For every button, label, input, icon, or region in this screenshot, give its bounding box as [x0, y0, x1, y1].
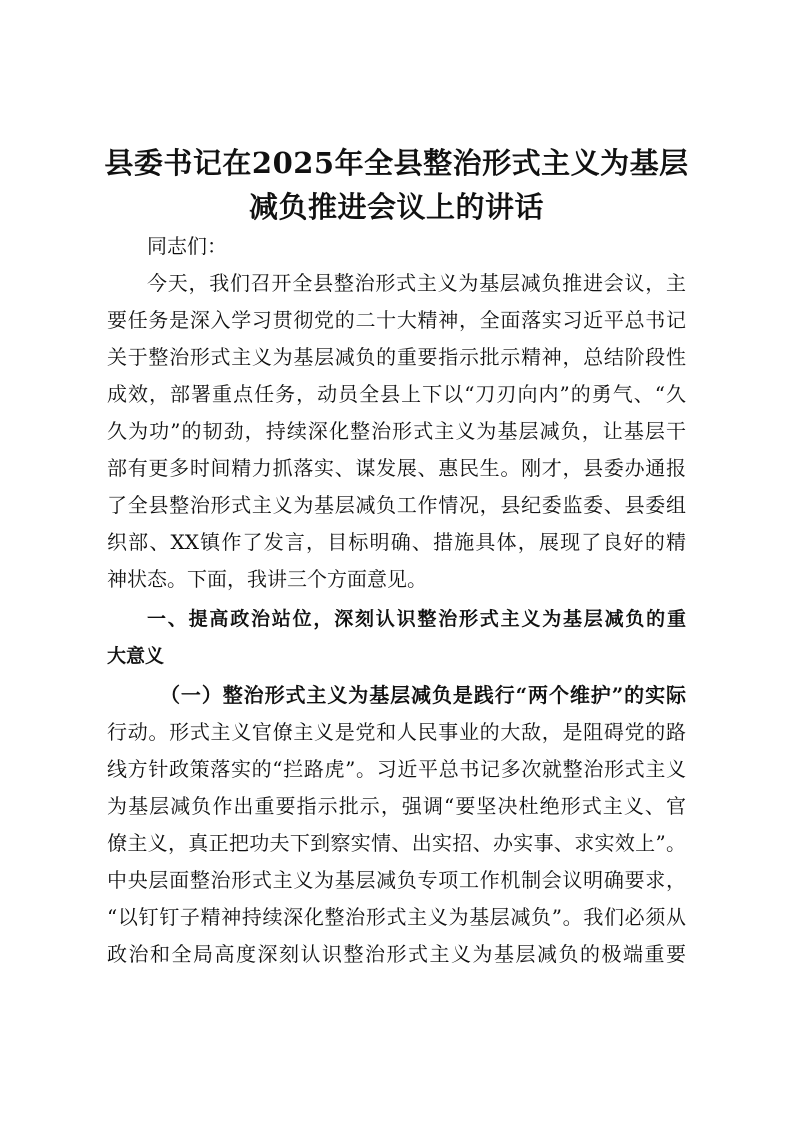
document-title-line-2: 减负推进会议上的讲话: [248, 190, 544, 224]
paragraph-1-line: 关于整治形式主义为基层减负的重要指示批示精神，总结阶段性: [107, 345, 686, 369]
subsection-1-line: 政治和全局高度深刻认识整治形式主义为基层减负的极端重要: [107, 942, 686, 966]
section-1-heading-line: 大意义: [107, 645, 165, 667]
document-title-line-1: 县委书记在2025年全县整治形式主义为基层: [104, 146, 689, 180]
paragraph-1-line: 成效，部署重点任务，动员全县上下以“刀刃向内”的勇气、“久: [107, 382, 686, 406]
section-1-heading-line: 一、提高政治站位，深刻认识整治形式主义为基层减负的重: [147, 608, 686, 630]
paragraph-1-line: 神状态。下面，我讲三个方面意见。: [107, 567, 427, 591]
paragraph-1-line: 了全县整治形式主义为基层减负工作情况，县纪委监委、县委组: [107, 493, 686, 517]
subsection-1-line: （一）整治形式主义为基层减负是践行“两个维护”的实际: [160, 683, 686, 707]
salutation: 同志们：: [147, 234, 227, 258]
paragraph-1-line: 部有更多时间精力抓落实、谋发展、惠民生。刚才，县委办通报: [107, 456, 686, 480]
subsection-1-line: 为基层减负作出重要指示批示，强调“要坚决杜绝形式主义、官: [107, 794, 686, 818]
paragraph-1-line: 久为功”的韧劲，持续深化整治形式主义为基层减负，让基层干: [107, 419, 686, 443]
paragraph-1-line: 今天，我们召开全县整治形式主义为基层减负推进会议，主: [147, 271, 686, 295]
subsection-1-line: 线方针政策落实的“拦路虎”。习近平总书记多次就整治形式主义: [107, 757, 686, 781]
paragraph-1-line: 织部、XX镇作了发言，目标明确、措施具体，展现了良好的精: [107, 530, 686, 554]
subsection-1-line: 僚主义，真正把功夫下到察实情、出实招、办实事、求实效上”。: [107, 831, 686, 855]
subsection-1-line: “以钉钉子精神持续深化整治形式主义为基层减负”。我们必须从: [107, 905, 686, 929]
paragraph-1-line: 要任务是深入学习贯彻党的二十大精神，全面落实习近平总书记: [107, 308, 686, 332]
subsection-1-line: 中央层面整治形式主义为基层减负专项工作机制会议明确要求，: [107, 868, 686, 892]
subsection-1-line: 行动。形式主义官僚主义是党和人民事业的大敌，是阻碍党的路: [107, 720, 686, 744]
